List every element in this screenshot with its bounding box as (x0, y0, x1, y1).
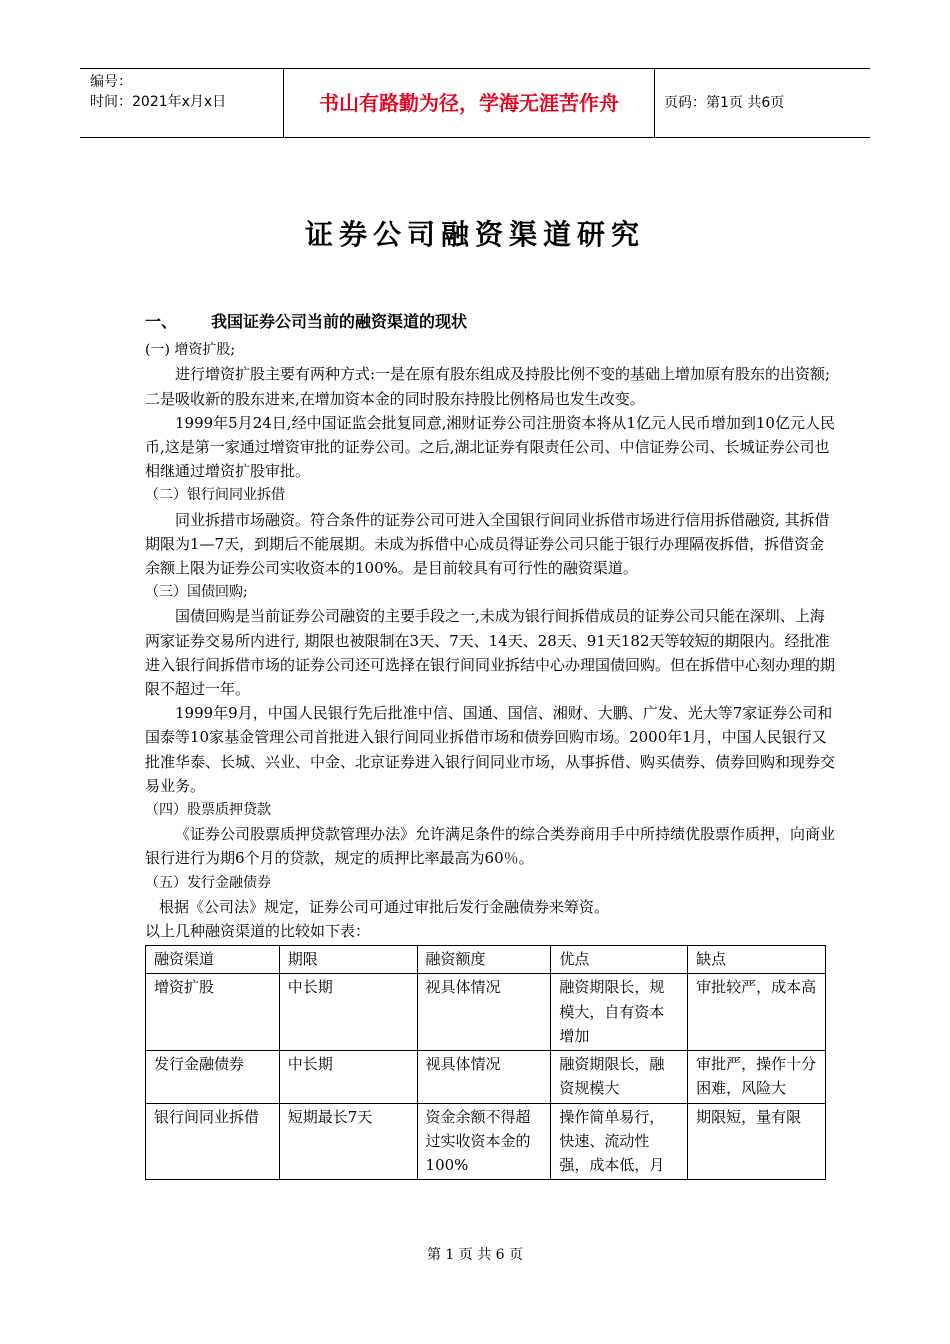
document-title: 证券公司融资渠道研究 (304, 218, 645, 251)
number-label: 编号： (90, 74, 132, 90)
table-cell: 中长期 (279, 974, 417, 1051)
paragraph-3: 同业拆措市场融资。符合条件的证券公司可进入全国银行间同业拆借市场进行信用拆借融资, 其拆借期限为1—7天，到期后不能展期。未成为拆借中心成员得证券公司只能于银行办理隔夜拆借，拆借资金余额上限为证券公司实收资本的100%。是目前较具有可行性的融资渠道。 (145, 510, 830, 578)
header-cell: 期限 (279, 946, 417, 974)
table-cell: 短期最长7天 (279, 1103, 417, 1180)
subheading-3: （三）国债回购; (145, 584, 248, 601)
header-cell: 缺点 (688, 946, 826, 974)
subheading-5: （五）发行金融债券 (145, 874, 271, 891)
table-cell: 视具体情况 (417, 1051, 551, 1103)
paragraph-6: 《证券公司股票质押贷款管理办法》允许满足条件的综合类券商用手中所持绩优股票作质押，向商业银行进行为期6个月的贷款，规定的质押比率最高为60％。 (145, 825, 836, 868)
time-label: 时间：2021年x月x日 (90, 94, 227, 110)
paragraph-2: 1999年5月24日,经中国证监会批复同意,湘财证券公司注册资本将从1亿元人民币增加到10亿元人民币,这是第一家通过增资审批的证券公司。之后,湖北证券有限责任公司、中信证券公司、长城证券公司也相继通过增资扩股审批。 (145, 413, 835, 481)
table-row (146, 1103, 826, 1180)
table-cell: 增资扩股 (146, 974, 280, 1051)
subheading-4: （四）股票质押贷款 (145, 802, 271, 819)
table-cell: 期限短，量有限 (688, 1103, 826, 1180)
table-cell: 视具体情况 (417, 974, 551, 1051)
header-page-code: 页码：第1页 共6页 (664, 95, 785, 111)
table-header-row (146, 946, 826, 974)
table-cell: 发行金融债券 (146, 1051, 280, 1103)
header-cell: 融资额度 (417, 946, 551, 974)
table-cell: 审批严，操作十分困难，风险大 (688, 1051, 826, 1103)
table-cell: 资金余额不得超过实收资本金的100% (417, 1103, 551, 1180)
table-cell: 中长期 (279, 1051, 417, 1103)
section-number: 一、 (145, 312, 178, 331)
header-motto: 书山有路勤为径，学海无涯苦作舟 (284, 69, 655, 137)
table-cell: 审批较严，成本高 (688, 974, 826, 1051)
table-cell: 银行间同业拆借 (146, 1103, 280, 1180)
paragraph-7: 根据《公司法》规定，证券公司可通过审批后发行金融债券来筹资。 (159, 897, 610, 916)
table-row (146, 974, 826, 1051)
header-meta (80, 69, 284, 137)
table-row (146, 1051, 826, 1103)
header-cell: 优点 (551, 946, 688, 974)
page-footer: 第 1 页 共 6 页 (426, 1247, 524, 1263)
table-cell: 操作简单易行，快速、流动性强，成本低，月 (551, 1103, 688, 1180)
paragraph-4: 国债回购是当前证券公司融资的主要手段之一,未成为银行间拆借成员的证券公司只能在深圳、上海两家证券交易所内进行, 期限也被限制在3天、7天、14天、28天、91天182天等较短的期限内。经批准进入银行间拆借市场的证券公司还可选择在银行间同业拆结中心办理国债回购。但在拆借中心刻办理的期限不超过一年。 (145, 607, 836, 699)
table-intro: 以上几种融资渠道的比较如下表： (145, 922, 371, 941)
paragraph-5: 1999年9月，中国人民银行先后批准中信、国通、国信、湘财、大鹏、广发、光大等7家证券公司和国泰等10家基金管理公司首批进入银行间同业拆借市场和债券回购市场。2000年1月，中国人民银行又批准华泰、长城、兴业、中金、北京证券进入银行间同业市场，从事拆借、购买债券、债券回购和现券交易业务。 (145, 704, 836, 795)
document-body (145, 310, 835, 1180)
table-cell: 融资期限长，规模大，自有资本增加 (551, 974, 688, 1051)
table-cell: 融资期限长，融资规模大 (551, 1051, 688, 1103)
paragraph-1: 进行增资扩股主要有两种方式:一是在原有股东组成及持股比例不变的基础上增加原有股东的出资额;二是吸收新的股东进来,在增加资本金的同时股东持股比例格局也发生改变。 (145, 365, 831, 408)
section-heading (145, 310, 835, 334)
subheading-2: （二）银行间同业拆借 (145, 487, 285, 504)
page-header (80, 68, 870, 138)
subheading-1: (一) 增资扩股; (145, 342, 236, 359)
section-title: 我国证券公司当前的融资渠道的现状 (211, 312, 468, 331)
header-cell: 融资渠道 (146, 946, 280, 974)
comparison-table (145, 945, 826, 1180)
